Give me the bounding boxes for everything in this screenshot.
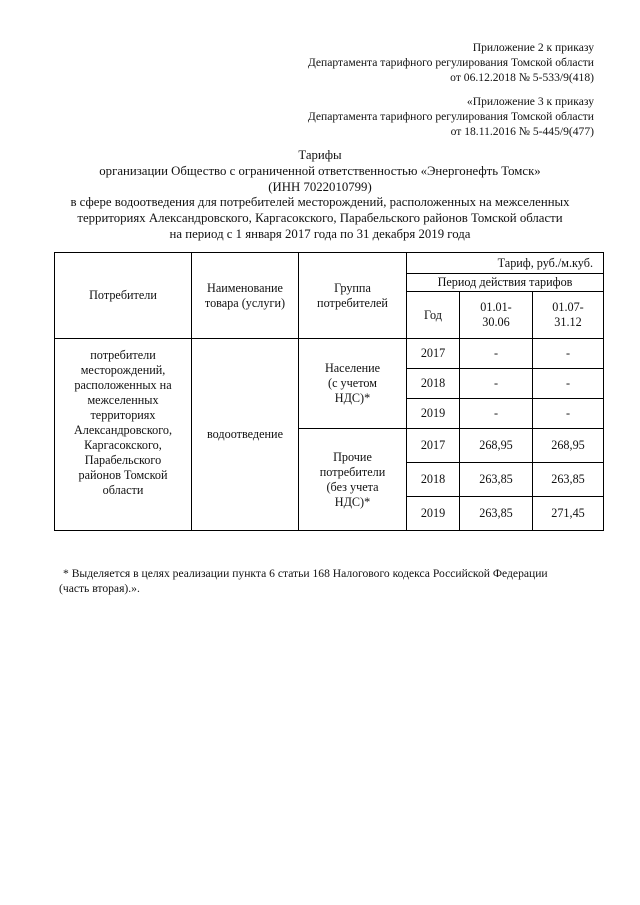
header-tariff: Тариф, руб./м.куб. (407, 253, 604, 274)
header-consumers: Потребители (55, 253, 192, 339)
header-product-text: Наименование товара (услуги) (204, 280, 286, 310)
appendix-current-line1: Приложение 2 к приказу (472, 41, 594, 54)
tariff-value-p1: - (460, 369, 533, 399)
consumers-text: потребители месторождений, расположенных на межселенных территориях Александровского, Каргасокского, Парабельского районов Томской области (73, 347, 173, 497)
tariff-value-p2: 263,85 (533, 463, 604, 497)
title-scope-line2: территориях Александровского, Каргасокского, Парабельского районов Томской области (77, 211, 563, 226)
title-period: на период с 1 января 2017 года по 31 декабря 2019 года (169, 226, 471, 241)
appendix-previous-line1: «Приложение 3 к приказу (466, 95, 594, 108)
header-row-1 (55, 253, 604, 274)
title-heading: Тарифы (298, 148, 342, 162)
header-period-1 (460, 292, 533, 339)
appendix-previous (308, 94, 594, 139)
tariff-value-p2: - (533, 399, 604, 429)
table-row (55, 339, 604, 369)
tariff-value-p1: 263,85 (460, 463, 533, 497)
group-population-cell (299, 339, 407, 429)
year-cell: 2018 (407, 463, 460, 497)
tariff-value-p2: 268,95 (533, 429, 604, 463)
tariff-value-p2: - (533, 339, 604, 369)
tariff-value-p1: - (460, 339, 533, 369)
appendix-previous-line2: Департамента тарифного регулирования Томской области (307, 110, 594, 123)
year-cell: 2018 (407, 369, 460, 399)
appendix-current-line3: от 06.12.2018 № 5-533/9(418) (450, 71, 594, 84)
year-cell: 2017 (407, 339, 460, 369)
tariff-value-p2: 271,45 (533, 497, 604, 531)
header-period-1-text: 01.01-30.06 (480, 300, 512, 329)
header-product (192, 253, 299, 339)
title-inn: (ИНН 7022010799) (268, 179, 372, 194)
tariff-value-p2: - (533, 369, 604, 399)
tariff-table (54, 252, 604, 531)
appendix-current (308, 40, 594, 85)
appendix-previous-line3: от 18.11.2016 № 5-445/9(477) (450, 125, 594, 138)
header-group (299, 253, 407, 339)
product-cell: водоотведение (192, 339, 299, 531)
title-organization: организации Общество с ограниченной ответственностью «Энергонефть Томск» (99, 163, 541, 178)
document-title-block (40, 148, 600, 243)
header-validity: Период действия тарифов (407, 274, 604, 292)
header-period-2-text: 01.07-31.12 (552, 300, 584, 329)
tariff-value-p1: 268,95 (460, 429, 533, 463)
header-period-2 (533, 292, 604, 339)
appendix-current-line2: Департамента тарифного регулирования Томской области (307, 56, 594, 69)
group-other-text: Прочие потребители (без учета НДС)* (319, 449, 386, 509)
footnote-line1: * Выделяется в целях реализации пункта 6 статьи 168 Налогового кодекса Российской Федерации (63, 567, 548, 580)
header-year: Год (407, 292, 460, 339)
year-cell: 2019 (407, 399, 460, 429)
title-scope-line1: в сфере водоотведения для потребителей месторождений, расположенных на межселенных (70, 195, 570, 210)
year-cell: 2019 (407, 497, 460, 531)
consumers-cell (55, 339, 192, 531)
year-cell: 2017 (407, 429, 460, 463)
group-population-text: Население (с учетом НДС)* (324, 361, 381, 405)
group-other-cell (299, 429, 407, 531)
footnote-line2: (часть вторая).». (59, 582, 140, 595)
header-group-text: Группа потребителей (317, 280, 388, 310)
tariff-value-p1: - (460, 399, 533, 429)
footnote (59, 566, 603, 596)
tariff-value-p1: 263,85 (460, 497, 533, 531)
